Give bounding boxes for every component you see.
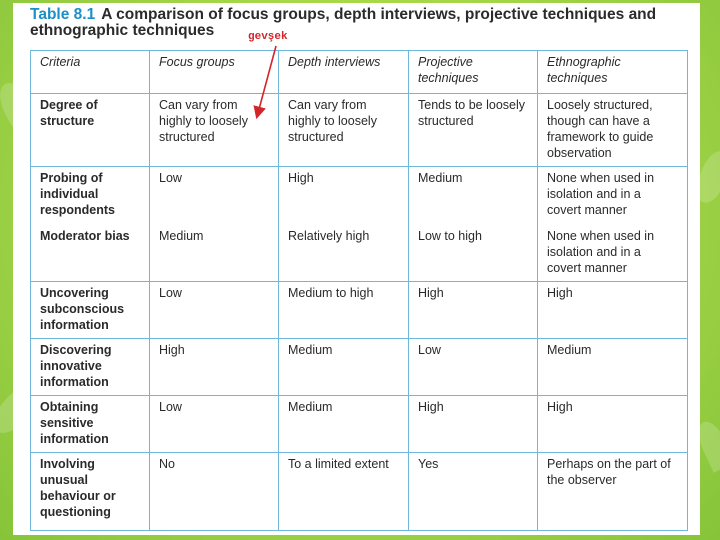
criteria-cell: Uncovering subconscious information <box>31 282 150 339</box>
table-cell: High <box>409 282 538 339</box>
criteria-cell: Involving unusual behaviour or questioning <box>31 453 150 531</box>
comparison-table <box>30 50 688 531</box>
table-cell: None when used in isolation and in a covert manner <box>538 167 688 225</box>
table-cell: High <box>538 396 688 453</box>
table-cell: Low <box>150 282 279 339</box>
table-cell: To a limited extent <box>279 453 409 531</box>
table-title <box>30 7 690 39</box>
table-cell: Medium <box>279 339 409 396</box>
criteria-cell: Probing of individual respondents <box>31 167 150 225</box>
table-row <box>31 453 688 531</box>
handwritten-annotation: gevşek <box>248 31 288 43</box>
table-cell: Low <box>409 339 538 396</box>
table-cell: High <box>279 167 409 225</box>
table-row <box>31 167 688 225</box>
table-cell: Relatively high <box>279 225 409 282</box>
table-cell: Tends to be loosely structured <box>409 94 538 167</box>
table-row <box>31 339 688 396</box>
table-cell: High <box>538 282 688 339</box>
criteria-cell: Discovering innovative information <box>31 339 150 396</box>
table-cell: Medium <box>409 167 538 225</box>
table-number: Table 8.1 <box>30 6 96 23</box>
table-cell: No <box>150 453 279 531</box>
table-cell: High <box>409 396 538 453</box>
table-row <box>31 225 688 282</box>
table-row <box>31 282 688 339</box>
criteria-cell: Obtaining sensitive information <box>31 396 150 453</box>
table-row <box>31 396 688 453</box>
header-cell: Ethnographic techniques <box>538 51 688 94</box>
table-cell: Medium to high <box>279 282 409 339</box>
table-cell: Loosely structured, though can have a framework to guide observation <box>538 94 688 167</box>
table-cell: Medium <box>150 225 279 282</box>
table-cell: Low <box>150 396 279 453</box>
header-cell: Projective techniques <box>409 51 538 94</box>
header-cell: Focus groups <box>150 51 279 94</box>
table-cell: Medium <box>279 396 409 453</box>
slide-content <box>13 3 700 535</box>
table-cell: Can vary from highly to loosely structured <box>279 94 409 167</box>
table-cell: Can vary from highly to loosely structured <box>150 94 279 167</box>
criteria-cell: Moderator bias <box>31 225 150 282</box>
table-row <box>31 94 688 167</box>
table-cell: Perhaps on the part of the observer <box>538 453 688 531</box>
criteria-cell: Degree of structure <box>31 94 150 167</box>
table-caption: A comparison of focus groups, depth interviews, projective techniques and ethnographic techniques <box>30 6 657 39</box>
table-cell: Low to high <box>409 225 538 282</box>
header-cell: Depth interviews <box>279 51 409 94</box>
header-cell: Criteria <box>31 51 150 94</box>
table-cell: Medium <box>538 339 688 396</box>
table-cell: High <box>150 339 279 396</box>
table-cell: None when used in isolation and in a covert manner <box>538 225 688 282</box>
table-cell: Yes <box>409 453 538 531</box>
table-cell: Low <box>150 167 279 225</box>
header-row <box>31 51 688 94</box>
